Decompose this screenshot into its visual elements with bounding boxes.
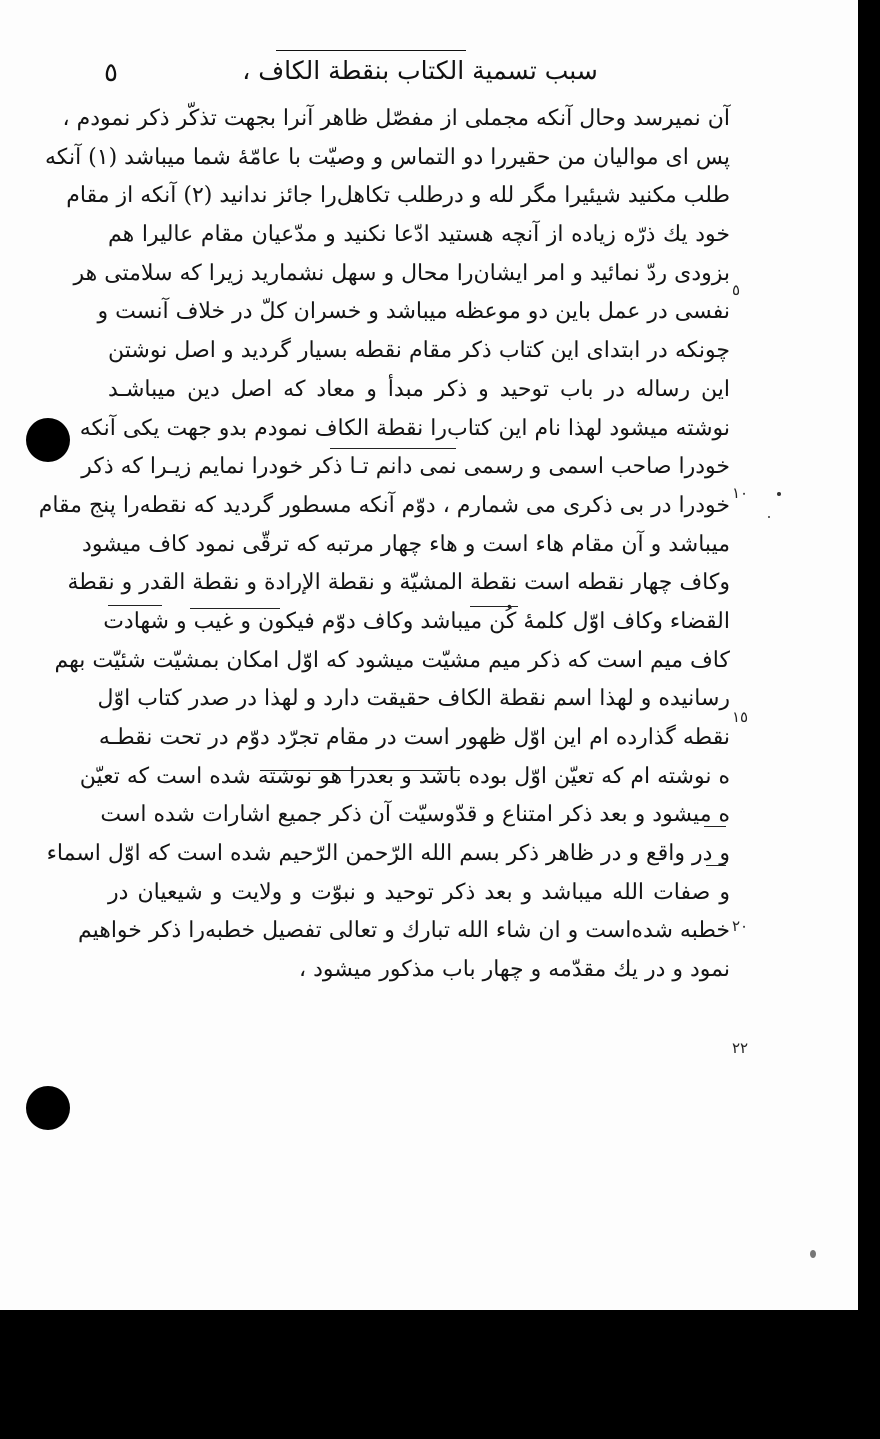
text-line: آن نمیرسد وحال آنکه مجملی از مفصّل ظاهر آنرا بجهت تذکّر ذکر نمودم ، [62,106,730,131]
text-line: القضاء وکاف اوّل کلمهٔ کُن میباشد وکاف دوّم فیکون و غیب و شهادت [103,608,730,634]
speck [777,492,781,496]
text-line: میباشد و آن مقام هاء است و هاء چهار مرتبه که ترقّی نمود کاف میشود [82,531,730,557]
text-line: رسانیده و لهذا اسم نقطة الکاف حقیقت دارد و لهذا در صدر کتاب اوّل [97,686,730,712]
text-line: پس ای موالیان من حقیررا دو التماس و وصیّت با عامّهٔ شما میباشد (١) آنکه [45,144,730,170]
line-number: ٢٠ [732,917,749,935]
punch-hole [26,1086,70,1130]
underline-mark [190,608,280,609]
text-line: خودرا صاحب اسمی و رسمی نمی دانم تـا ذکر خودرا نمایم زیـرا که ذکر [81,454,730,480]
running-head: سبب تسمیة الکتاب بنقطة الکاف ، [242,56,598,85]
header-rule [276,50,466,51]
text-line: ه نوشته ام که تعیّن اوّل بوده باشد و بعدرا هو نوشته شده است که تعیّن [79,763,730,789]
line-number: ٥ [732,281,741,299]
line-number: ١٠ [732,484,749,502]
speck [768,516,770,518]
text-line: ه میشود و بعد ذکر امتناع و قدّوسیّت آن ذکر جمیع اشارات شده است [100,802,730,828]
text-line: نقطه گذارده ام این اوّل ظهور است در مقام تجرّد دوّم در تحت نقطـه [98,725,730,750]
underline-mark [330,448,456,449]
punch-hole [26,418,70,462]
page-number: ٥ [104,58,118,88]
text-line: خود یك ذرّه زیاده از آنچه هستید ادّعا نکنید و مدّعیان مقام عالیرا هم [108,222,730,248]
body-text [38,100,730,990]
text-line: و صفات الله میباشد و بعد ذکر توحید و نبوّت و ولایت و شیعیان در [108,879,730,905]
text-line: این رساله در باب توحید و ذکر مبدأ و معاد که اصل دین میباشـد [108,376,730,402]
underline-mark [706,865,726,866]
text-line: بزودی ردّ نمائید و امر ایشان‌را محال و سهل نشمارید زیرا که سلامتی هر [73,260,730,286]
text-line: وکاف چهار نقطه است نقطة المشیّة و نقطة الإرادة و نقطة القدر و نقطة [67,570,730,596]
speck [810,1250,816,1258]
line-number: ١٥ [732,708,749,726]
text-line: نوشته میشود لهذا نام این کتاب‌را نقطة الکاف نمودم بدو جهت یکی آنکه [79,415,730,441]
line-number: ٢٢ [732,1039,749,1057]
text-line: خطبه شده‌است و ان شاء الله تبارك و تعالی تفصیل خطبه‌را ذکر خواهیم [77,918,730,944]
text-line: طلب مکنید شیئیرا مگر لله و درطلب تکاهل‌را جائز ندانید (٢) آنکه از مقام [66,183,730,209]
text-line: خودرا در بی ذکری می شمارم ، دوّم آنکه مسطور گردید که نقطه‌را پنج مقام [38,492,730,518]
text-line: کاف میم است که ذکر میم مشیّت میشود که اوّل امکان بمشیّت شئیّت بهم [54,647,730,673]
text-line: چونکه در ابتدای این کتاب ذکر مقام نقطه بسیار گردید و اصل نوشتن [108,338,730,364]
underline-mark [108,605,162,606]
underline-mark [704,826,726,827]
underline-mark [260,770,460,771]
underline-mark [470,606,518,607]
text-line: نمود و در یك مقدّمه و چهار باب مذکور میشود ، [298,957,730,983]
text-line: و در واقع و در ظاهر ذکر بسم الله الرّحمن الرّحیم شده است که اوّل اسماء [46,841,730,867]
text-line: نفسی در عمل باین دو موعظه میباشد و خسران کلّ در خلاف آنست و [97,299,730,325]
